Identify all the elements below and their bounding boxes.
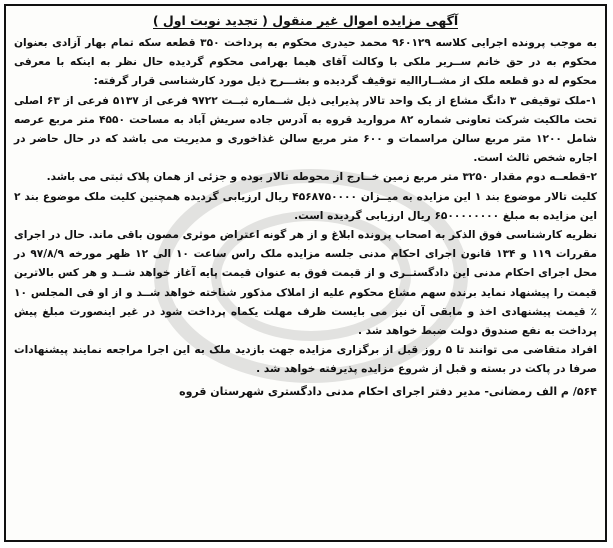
notice-item-1: ۱-ملک توقیفی ۳ دانگ مشاع از یک واحد تالار پذیرایی ذیل شــماره ثبــت ۹۷۲۲ فرعی از ۵۱۳۷ فرعی از ۶۳ اصلی تحت مالکیت شرکت تعاونی شماره ۸۲ مروارید قروه به آدرس جاده سریش آباد به مساحت ۴۵۵۰ متر مربع عرصه شامل ۱۲۰۰ متر مربع سالن مراسمات و ۶۰۰ متر مربع سالن غذاخوری و مدیریت می باشد که در حال حاضر در اجاره شخص ثالث است. [14,94,598,165]
newspaper-notice [4,4,607,542]
notice-title: آگهی مزایده اموال غیر منقول ( تجدید نوبت اول ) [152,13,459,28]
notice-item-2: ۲-قطعــه دوم مقدار ۳۲۵۰ متر مربع زمین خــارج از محوطه تالار بوده و جزئی از همان پلاک ثبتی می باشد. [46,171,597,184]
notice-body [14,10,597,536]
notice-intro: به موجب پرونده اجرایی کلاسه ۹۶۰۱۲۹ محمد حیدری محکوم به پرداخت ۳۵۰ قطعه سکه تمام بهار آزادی بعنوان محکوم به در حق خانم ســریر ملکی با وکالت آقای هیما بهرامی محکوم گردیده حال نظر به اینکه با معرفی محکوم له دو قطعه ملک از مشــاراالیه توقیف گردیده و بشـــرح ذیل مورد کارشناسی قرار گرفته: [14,37,597,88]
notice-valuation: کلیت تالار موضوع بند ۱ این مزایده به میــزان ۴۵۶۸۷۵۰۰۰۰ ریال ارزیابی گردیده همچنین کلیت ملک موضوع بند ۲ این مزایده به مبلغ ۶۵۰۰۰۰۰۰۰۰ ریال ارزیابی گردیده است. [14,190,597,222]
notice-auction-terms: نظریه کارشناسی فوق الذکر به اصحاب پرونده ابلاغ و از هر گونه اعتراض موثری مصون باقی ماند. حال در اجرای مقررات ۱۱۹ و ۱۳۴ قانون اجرای احکام مدنی جلسه مزایده ملک راس ساعت ۱۰ الی ۱۲ ظهر مورخه ۹۷/۸/۹ در محل اجرای احکام مدنی این دادگستــری و از قیمت فوق به عنوان قیمت پایه آغاز خواهد شــد و هر کس بالاترین قیمت را پیشنهاد نماید برنده سهم مشاع محکوم علیه از املاک مذکور شناخته خواهد شــد و از او فی المجلس ۱۰ ٪ قیمت پیشنهادی اخذ و مابقی آن نیز می بایست ظرف مهلت یکماه پرداخت شود در غیر اینصورت مبلغ پیش پرداخت به نفع صندوق دولت ضبط خواهد شد . [14,229,597,338]
notice-signature: ۵۶۴/ م الف رمضانی- مدیر دفتر اجرای احکام مدنی دادگستری شهرستان قروه [179,384,597,398]
notice-visit-terms: افراد متقاضی می توانند تا ۵ روز قبل از برگزاری مزایده جهت بازدید ملک به این اجرا مراجعه نمایند پیشنهادات صرفا در پاکت در بسته و قبل از شروع مزایده پذیرفته خواهد شد . [14,344,597,376]
